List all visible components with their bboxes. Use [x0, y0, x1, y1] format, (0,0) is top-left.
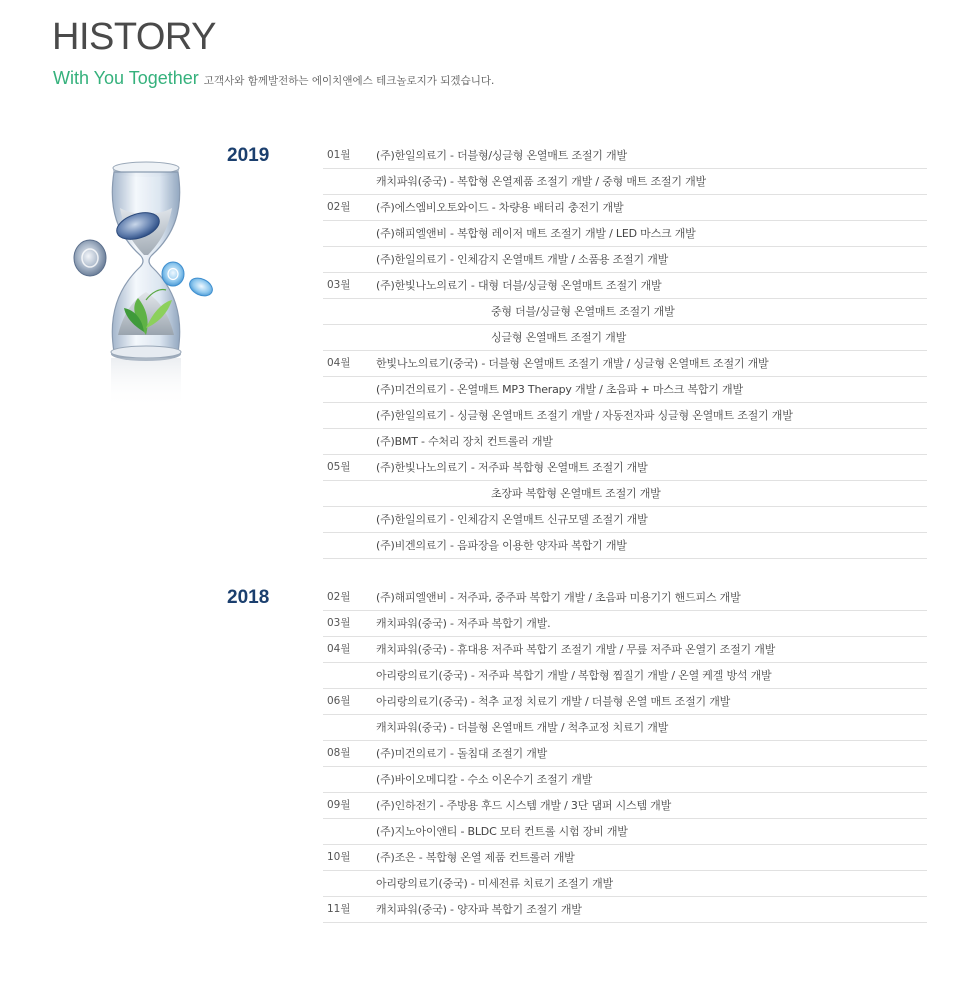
history-entry-row — [323, 273, 927, 299]
history-entry-row — [323, 429, 927, 455]
history-entry-row — [323, 169, 927, 195]
history-entry-row — [323, 455, 927, 481]
entry-month: 02월 — [327, 591, 351, 603]
entry-description: (주)미건의료기 - 온열매트 MP3 Therapy 개발 / 초음파 + 마스크 복합기 개발 — [376, 383, 743, 396]
page-title: HISTORY — [52, 16, 217, 58]
history-entry-row — [323, 221, 927, 247]
entry-month: 03월 — [327, 279, 351, 291]
history-entry-row — [323, 663, 927, 689]
entry-month: 01월 — [327, 149, 351, 161]
entry-description: 초장파 복합형 온열매트 조절기 개발 — [491, 487, 661, 500]
history-entry-row — [323, 377, 927, 403]
history-entry-row — [323, 819, 927, 845]
history-entry-row — [323, 481, 927, 507]
history-entry-row — [323, 533, 927, 559]
entry-month: 08월 — [327, 747, 351, 759]
history-entry-row — [323, 507, 927, 533]
entry-description: (주)에스엠비오토와이드 - 차량용 배터리 충전기 개발 — [376, 201, 624, 214]
history-entry-row — [323, 299, 927, 325]
entry-description: (주)BMT - 수처리 장치 컨트롤러 개발 — [376, 435, 553, 448]
entry-description: 아리랑의료기(중국) - 저주파 복합기 개발 / 복합형 찜질기 개발 / 온열 케겔 방석 개발 — [376, 669, 772, 682]
entry-description: 아리랑의료기(중국) - 미세전류 치료기 조절기 개발 — [376, 877, 613, 890]
entry-description: (주)바이오메디칼 - 수소 이온수기 조절기 개발 — [376, 773, 593, 786]
entry-description: 캐치파워(중국) - 더블형 온열매트 개발 / 척추교정 치료기 개발 — [376, 721, 669, 734]
entry-description: 아리랑의료기(중국) - 척추 교정 치료기 개발 / 더블형 온열 매트 조절기 개발 — [376, 695, 731, 708]
history-entry-row — [323, 767, 927, 793]
history-entry-row — [323, 143, 927, 169]
history-entry-row — [323, 637, 927, 663]
entry-description: (주)해피엘앤비 - 저주파, 중주파 복합기 개발 / 초음파 미용기기 핸드피스 개발 — [376, 591, 741, 604]
entry-month: 10월 — [327, 851, 351, 863]
entry-description: (주)한일의료기 - 인체감지 온열매트 신규모델 조절기 개발 — [376, 513, 648, 526]
entry-description: (주)한일의료기 - 싱글형 온열매트 조절기 개발 / 자동전자파 싱글형 온열매트 조절기 개발 — [376, 409, 793, 422]
entry-month: 04월 — [327, 357, 351, 369]
history-entry-row — [323, 897, 927, 923]
entry-description: (주)미건의료기 - 돌침대 조절기 개발 — [376, 747, 548, 760]
history-entry-row — [323, 195, 927, 221]
entry-description: 캐치파워(중국) - 저주파 복합기 개발. — [376, 617, 551, 630]
entry-month: 11월 — [327, 903, 351, 915]
history-entry-row — [323, 871, 927, 897]
entry-month: 09월 — [327, 799, 351, 811]
entry-description: (주)한빛나노의료기 - 대형 더블/싱글형 온열매트 조절기 개발 — [376, 279, 662, 292]
entry-description: (주)한빛나노의료기 - 저주파 복합형 온열매트 조절기 개발 — [376, 461, 648, 474]
entry-description: (주)비겐의료기 - 음파장을 이용한 양자파 복합기 개발 — [376, 539, 627, 552]
year-label: 2019 — [227, 145, 270, 166]
entry-description: (주)인하전기 - 주방용 후드 시스템 개발 / 3단 댐퍼 시스템 개발 — [376, 799, 672, 812]
entry-description: (주)한일의료기 - 더블형/싱글형 온열매트 조절기 개발 — [376, 149, 627, 162]
entry-month: 05월 — [327, 461, 351, 473]
subtitle-row — [53, 68, 494, 92]
entry-description: 중형 더블/싱글형 온열매트 조절기 개발 — [491, 305, 675, 318]
entry-description: (주)한일의료기 - 인체감지 온열매트 개발 / 소품용 조절기 개발 — [376, 253, 669, 266]
history-entry-row — [323, 845, 927, 871]
entry-description: 캐치파워(중국) - 양자파 복합기 조절기 개발 — [376, 903, 582, 916]
entry-month: 04월 — [327, 643, 351, 655]
history-entry-row — [323, 793, 927, 819]
history-entry-row — [323, 351, 927, 377]
hourglass-with-leaves-icon — [68, 160, 218, 415]
history-entry-row — [323, 585, 927, 611]
entry-description: (주)조은 - 복합형 온열 제품 컨트롤러 개발 — [376, 851, 575, 864]
history-entry-list — [323, 585, 927, 923]
history-entry-row — [323, 403, 927, 429]
entry-description: 캐치파워(중국) - 휴대용 저주파 복합기 조절기 개발 / 무릎 저주파 온열기 조절기 개발 — [376, 643, 776, 656]
entry-description: (주)지노아이앤티 - BLDC 모터 컨트롤 시험 장비 개발 — [376, 825, 628, 838]
tagline: With You Together — [53, 68, 199, 88]
history-entry-row — [323, 611, 927, 637]
entry-description: 싱글형 온열매트 조절기 개발 — [491, 331, 627, 344]
entry-description: 캐치파워(중국) - 복합형 온열제품 조절기 개발 / 중형 매트 조절기 개발 — [376, 175, 706, 188]
tagline-description: 고객사와 함께발전하는 에이치앤에스 테크놀로지가 되겠습니다. — [203, 75, 495, 87]
history-entry-row — [323, 715, 927, 741]
entry-month: 03월 — [327, 617, 351, 629]
history-entry-row — [323, 247, 927, 273]
history-entry-row — [323, 325, 927, 351]
year-label: 2018 — [227, 587, 270, 608]
history-entry-row — [323, 741, 927, 767]
history-entry-row — [323, 689, 927, 715]
entry-description: 한빛나노의료기(중국) - 더블형 온열매트 조절기 개발 / 싱글형 온열매트 조절기 개발 — [376, 357, 769, 370]
entry-description: (주)해피엘앤비 - 복합형 레이저 매트 조절기 개발 / LED 마스크 개발 — [376, 227, 696, 240]
entry-month: 02월 — [327, 201, 351, 213]
history-entry-list — [323, 143, 927, 559]
entry-month: 06월 — [327, 695, 351, 707]
